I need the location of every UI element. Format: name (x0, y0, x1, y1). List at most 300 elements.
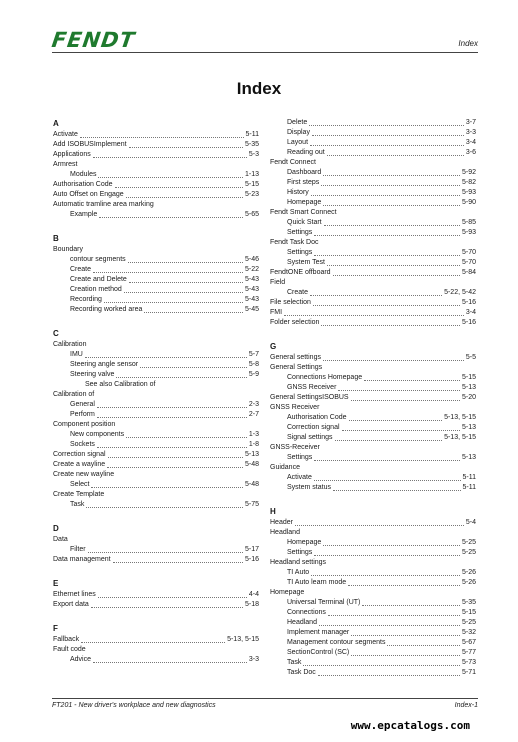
entry-term: Folder selection (270, 319, 320, 326)
index-entry (270, 413, 476, 423)
entry-page-ref[interactable]: 5-93 (461, 229, 476, 236)
index-entry (53, 285, 259, 295)
entry-term: GNSS Receiver (270, 404, 320, 411)
dot-leader (80, 137, 244, 138)
index-entry (270, 353, 476, 363)
section-letter: F (53, 624, 58, 633)
index-entry (270, 608, 476, 618)
entry-page-ref[interactable]: 5-75 (244, 501, 259, 508)
entry-page-ref[interactable]: 5-9 (248, 371, 259, 378)
entry-page-ref[interactable]: 3-4 (465, 139, 476, 146)
entry-page-ref[interactable]: 1-3 (248, 431, 259, 438)
dot-leader (140, 367, 247, 368)
entry-page-ref[interactable]: 5-16 (461, 299, 476, 306)
entry-page-ref[interactable]: 3-3 (465, 129, 476, 136)
entry-page-ref[interactable]: 5-26 (461, 569, 476, 576)
index-entry (270, 198, 476, 208)
entry-term: Delete (287, 119, 308, 126)
index-entry (270, 548, 476, 558)
entry-term: File selection (270, 299, 311, 306)
entry-page-ref[interactable]: 2-3 (248, 401, 259, 408)
index-column-right (270, 118, 476, 678)
dot-leader (126, 197, 243, 198)
entry-term: Filter (70, 546, 86, 553)
dot-leader (323, 360, 464, 361)
dot-leader (351, 655, 460, 656)
entry-page-ref[interactable]: 5-45 (244, 306, 259, 313)
entry-term: Steering valve (70, 371, 115, 378)
entry-term: General (70, 401, 95, 408)
entry-page-ref[interactable]: 5-46 (244, 256, 259, 263)
entry-term: Guidance (270, 464, 300, 471)
index-entry (53, 170, 259, 180)
index-entry (53, 210, 259, 220)
entry-term: Correction signal (287, 424, 340, 431)
index-see-also (53, 380, 259, 390)
entry-term: System Test (287, 259, 325, 266)
entry-term: Boundary (53, 246, 83, 253)
entry-term: Field (270, 279, 286, 286)
section-letter: G (270, 342, 277, 351)
dot-leader (91, 487, 243, 488)
entry-page-ref[interactable]: 5-13, 5-15 (444, 434, 476, 441)
index-entry (270, 463, 476, 473)
entry-page-ref[interactable]: 5-92 (461, 169, 476, 176)
index-entry (270, 268, 476, 278)
dot-leader (362, 605, 460, 606)
entry-term: Creation method (70, 286, 122, 293)
page-title: Index (236, 79, 282, 98)
entry-term: Layout (287, 139, 309, 146)
index-entry (270, 363, 476, 373)
dot-leader (314, 255, 460, 256)
dot-leader (128, 262, 243, 263)
dot-leader (335, 440, 443, 441)
entry-term: Create (70, 266, 92, 273)
entry-page-ref[interactable]: 5-17 (244, 546, 259, 553)
dot-leader (314, 460, 460, 461)
dot-leader (323, 205, 460, 206)
entry-term: Headland (270, 529, 300, 536)
entry-term: FendtONE offboard (270, 269, 331, 276)
entry-term: Implement manager (287, 629, 350, 636)
entry-term: General settings (270, 354, 321, 361)
dot-leader (126, 437, 247, 438)
index-entry (270, 528, 476, 538)
entry-page-ref[interactable]: 5-8 (248, 361, 259, 368)
index-entry (53, 450, 259, 460)
entry-page-ref[interactable]: 5-77 (461, 649, 476, 656)
dot-leader (93, 272, 243, 273)
section-spacer (53, 610, 259, 623)
entry-term: Create new wayline (53, 471, 115, 478)
entry-term: Fault code (53, 646, 86, 653)
dot-leader (310, 295, 442, 296)
entry-term: First steps (287, 179, 320, 186)
dot-leader (313, 305, 460, 306)
entry-term: Component position (53, 421, 116, 428)
entry-term: Reading out (287, 149, 325, 156)
index-entry (53, 635, 259, 645)
dot-leader (104, 302, 243, 303)
dot-leader (333, 490, 461, 491)
index-entry (270, 308, 476, 318)
entry-term: Sockets (70, 441, 95, 448)
dot-leader (113, 562, 243, 563)
index-entry (270, 383, 476, 393)
index-entry (270, 178, 476, 188)
entry-page-ref[interactable]: 5-11 (462, 484, 476, 491)
entry-term: SectionControl (SC) (287, 649, 350, 656)
entry-term: Fendt Connect (270, 159, 316, 166)
entry-term: Quick Start (287, 219, 322, 226)
entry-term: Homepage (270, 589, 305, 596)
index-entry (53, 265, 259, 275)
entry-term: Applications (53, 151, 91, 158)
index-column-left (53, 118, 259, 665)
dot-leader (327, 155, 464, 156)
index-entry (270, 128, 476, 138)
entry-page-ref[interactable]: 5-13 (461, 424, 476, 431)
watermark-url: www.epcatalogs.com (350, 719, 470, 732)
dot-leader (349, 420, 443, 421)
dot-leader (309, 125, 464, 126)
index-entry (270, 373, 476, 383)
entry-term: GNSS-Receiver (270, 444, 320, 451)
index-entry (53, 655, 259, 665)
index-entry (270, 618, 476, 628)
section-letter: A (53, 119, 59, 128)
entry-term: Calibration of (53, 391, 95, 398)
entry-term: General SettingsISOBUS (270, 394, 349, 401)
dot-leader (97, 407, 247, 408)
index-entry (53, 180, 259, 190)
entry-page-ref[interactable]: 3-4 (465, 309, 476, 316)
dot-leader (124, 292, 243, 293)
entry-page-ref[interactable]: 5-13 (461, 454, 476, 461)
entry-page-ref[interactable]: 5-35 (244, 141, 259, 148)
dot-leader (98, 177, 243, 178)
entry-term: Ethernet lines (53, 591, 96, 598)
dot-leader (93, 662, 247, 663)
entry-page-ref[interactable]: 2-7 (248, 411, 259, 418)
index-entry (53, 245, 259, 255)
entry-term: Settings (287, 549, 313, 556)
entry-term: History (287, 189, 309, 196)
entry-term: Display (287, 129, 310, 136)
entry-term: Authorisation Code (287, 414, 347, 421)
index-entry (270, 238, 476, 248)
index-entry (270, 318, 476, 328)
entry-page-ref[interactable]: 5-16 (244, 556, 259, 563)
entry-page-ref[interactable]: 5-22 (244, 266, 259, 273)
dot-leader (323, 545, 460, 546)
entry-page-ref[interactable]: 5-11 (245, 131, 259, 138)
index-entry (53, 555, 259, 565)
entry-page-ref[interactable]: 3-3 (248, 656, 259, 663)
entry-page-ref[interactable]: 5-73 (461, 659, 476, 666)
index-entry (270, 118, 476, 128)
entry-term: Recording worked area (70, 306, 143, 313)
dot-leader (321, 185, 460, 186)
entry-term: Settings (287, 229, 313, 236)
dot-leader (284, 315, 464, 316)
index-entry (53, 470, 259, 480)
dot-leader (327, 265, 460, 266)
entry-term: Dashboard (287, 169, 322, 176)
entry-term: Task (287, 659, 302, 666)
entry-term: Armrest (53, 161, 78, 168)
index-entry (53, 500, 259, 510)
entry-term: System status (287, 484, 331, 491)
dot-leader (98, 597, 247, 598)
index-entry (270, 433, 476, 443)
entry-term: contour segments (70, 256, 126, 263)
entry-page-ref[interactable]: 5-16 (461, 319, 476, 326)
entry-page-ref[interactable]: 5-85 (461, 219, 476, 226)
index-entry (270, 248, 476, 258)
index-entry (53, 360, 259, 370)
entry-page-ref[interactable]: 5-13 (461, 384, 476, 391)
entry-page-ref[interactable]: 5-7 (248, 351, 259, 358)
index-entry (53, 535, 259, 545)
entry-page-ref[interactable]: 5-15 (461, 609, 476, 616)
entry-page-ref[interactable]: 5-13, 5-15 (444, 414, 476, 421)
entry-term: Fallback (53, 636, 80, 643)
entry-term: Homepage (287, 539, 322, 546)
section-spacer (270, 328, 476, 341)
dot-leader (324, 225, 460, 226)
entry-term: Create Template (53, 491, 105, 498)
section-spacer (53, 315, 259, 328)
index-entry (270, 403, 476, 413)
entry-page-ref[interactable]: 5-32 (461, 629, 476, 636)
dot-leader (310, 145, 464, 146)
entry-term: General Settings (270, 364, 323, 371)
entry-page-ref[interactable]: 5-5 (465, 354, 476, 361)
dot-leader (364, 380, 460, 381)
index-entry (270, 538, 476, 548)
index-entry (53, 190, 259, 200)
entry-term: Data (53, 536, 68, 543)
index-entry (270, 578, 476, 588)
dot-leader (333, 275, 460, 276)
index-entry (53, 400, 259, 410)
index-entry (53, 390, 259, 400)
section-spacer (270, 493, 476, 506)
entry-page-ref[interactable]: 5-23 (244, 191, 259, 198)
entry-term: Steering angle sensor (70, 361, 139, 368)
entry-page-ref[interactable]: 3-7 (465, 119, 476, 126)
index-entry (270, 298, 476, 308)
dot-leader (295, 525, 464, 526)
entry-page-ref[interactable]: 1-8 (248, 441, 259, 448)
index-entry (53, 430, 259, 440)
entry-page-ref[interactable]: 5-13, 5-15 (227, 636, 259, 643)
index-entry (270, 138, 476, 148)
entry-page-ref[interactable]: 5-84 (461, 269, 476, 276)
index-entry (270, 628, 476, 638)
entry-term: Create (287, 289, 309, 296)
entry-page-ref[interactable]: 5-20 (461, 394, 476, 401)
entry-term: Header (270, 519, 293, 526)
section-letter: D (53, 524, 59, 533)
entry-term: Advice (70, 656, 92, 663)
entry-page-ref[interactable]: 5-18 (244, 601, 259, 608)
entry-term: Connections (287, 609, 326, 616)
index-entry (53, 370, 259, 380)
entry-page-ref[interactable]: 4-4 (248, 591, 259, 598)
index-entry (270, 648, 476, 658)
entry-term: TI Auto learn mode (287, 579, 347, 586)
entry-page-ref[interactable]: 5-48 (244, 461, 259, 468)
dot-leader (338, 390, 460, 391)
dot-leader (318, 675, 460, 676)
index-entry (270, 258, 476, 268)
entry-term: Settings (287, 454, 313, 461)
dot-leader (85, 357, 247, 358)
index-entry (270, 188, 476, 198)
dot-leader (351, 635, 460, 636)
entry-term: GNSS Receiver (287, 384, 337, 391)
fendt-logo: FENDT (50, 28, 137, 52)
entry-term: Create a wayline (53, 461, 106, 468)
entry-page-ref[interactable]: 5-25 (461, 539, 476, 546)
index-entry (270, 473, 476, 483)
dot-leader (99, 217, 243, 218)
entry-page-ref[interactable]: 5-25 (461, 549, 476, 556)
entry-page-ref[interactable]: 5-25 (461, 619, 476, 626)
entry-page-ref[interactable]: 5-3 (248, 151, 259, 158)
index-entry (53, 140, 259, 150)
entry-term: Modules (70, 171, 97, 178)
entry-term: FMI (270, 309, 283, 316)
entry-term: Headland (287, 619, 317, 626)
entry-page-ref[interactable]: 5-43 (244, 286, 259, 293)
entry-page-ref[interactable]: 5-26 (461, 579, 476, 586)
entry-page-ref[interactable]: 5-13 (244, 451, 259, 458)
index-entry (53, 420, 259, 430)
entry-page-ref[interactable]: 5-65 (244, 211, 259, 218)
entry-term: Recording (70, 296, 102, 303)
dot-leader (107, 467, 243, 468)
index-entry (53, 545, 259, 555)
entry-term: Task Doc (287, 669, 316, 676)
entry-term: Headland settings (270, 559, 327, 566)
footer-page-number: Index-1 (454, 702, 478, 709)
dot-leader (97, 417, 247, 418)
index-entry (53, 410, 259, 420)
entry-page-ref[interactable]: 5-93 (461, 189, 476, 196)
entry-term: Settings (287, 249, 313, 256)
entry-term: TI Auto (287, 569, 310, 576)
index-entry (270, 588, 476, 598)
entry-term: Fendt Task Doc (270, 239, 319, 246)
entry-page-ref[interactable]: 5-71 (461, 669, 476, 676)
entry-page-ref[interactable]: 5-11 (462, 474, 476, 481)
entry-page-ref[interactable]: 1-13 (244, 171, 259, 178)
dot-leader (328, 615, 460, 616)
index-entry (270, 453, 476, 463)
index-entry (270, 638, 476, 648)
entry-page-ref[interactable]: 5-22, 5-42 (444, 289, 476, 296)
dot-leader (348, 585, 460, 586)
entry-page-ref[interactable]: 5-90 (461, 199, 476, 206)
index-entry (270, 148, 476, 158)
index-entry (53, 150, 259, 160)
section-spacer (53, 565, 259, 578)
entry-term: See also Calibration of (85, 381, 156, 388)
index-entry (53, 645, 259, 655)
index-entry (53, 350, 259, 360)
index-entry (53, 130, 259, 140)
entry-page-ref[interactable]: 5-82 (461, 179, 476, 186)
entry-page-ref[interactable]: 5-70 (461, 259, 476, 266)
dot-leader (97, 447, 247, 448)
index-entry (270, 168, 476, 178)
entry-page-ref[interactable]: 5-15 (244, 181, 259, 188)
index-entry (270, 558, 476, 568)
section-spacer (53, 510, 259, 523)
dot-leader (311, 575, 460, 576)
index-entry (270, 658, 476, 668)
entry-term: Connections Homepage (287, 374, 363, 381)
dot-leader (311, 195, 460, 196)
entry-term: Perform (70, 411, 95, 418)
entry-term: Fendt Smart Connect (270, 209, 337, 216)
entry-term: Auto Offset on Engage (53, 191, 124, 198)
index-entry (270, 568, 476, 578)
entry-page-ref[interactable]: 5-70 (461, 249, 476, 256)
index-entry (270, 443, 476, 453)
entry-term: Activate (53, 131, 78, 138)
index-entry (53, 490, 259, 500)
index-entry (270, 208, 476, 218)
entry-term: Correction signal (53, 451, 106, 458)
dot-leader (342, 430, 460, 431)
dot-leader (116, 377, 247, 378)
entry-page-ref[interactable]: 5-35 (461, 599, 476, 606)
entry-page-ref[interactable]: 5-43 (244, 296, 259, 303)
entry-term: Automatic tramline area marking (53, 201, 154, 208)
entry-term: Data management (53, 556, 111, 563)
section-spacer (53, 220, 259, 233)
entry-page-ref[interactable]: 5-67 (461, 639, 476, 646)
entry-term: Management contour segments (287, 639, 386, 646)
dot-leader (387, 645, 460, 646)
index-entry (270, 228, 476, 238)
entry-term: Export data (53, 601, 89, 608)
index-entry (53, 160, 259, 170)
entry-page-ref[interactable]: 5-48 (244, 481, 259, 488)
index-entry (270, 423, 476, 433)
header-section-label: Index (458, 39, 478, 48)
entry-page-ref[interactable]: 5-4 (465, 519, 476, 526)
entry-page-ref[interactable]: 3-6 (465, 149, 476, 156)
entry-term: Calibration (53, 341, 87, 348)
dot-leader (91, 607, 243, 608)
dot-leader (86, 507, 243, 508)
index-entry (53, 305, 259, 315)
dot-leader (93, 157, 247, 158)
dot-leader (323, 175, 460, 176)
index-entry (270, 278, 476, 288)
entry-page-ref[interactable]: 5-43 (244, 276, 259, 283)
entry-page-ref[interactable]: 5-15 (461, 374, 476, 381)
section-letter: H (270, 507, 276, 516)
index-entry (270, 598, 476, 608)
index-entry (53, 460, 259, 470)
